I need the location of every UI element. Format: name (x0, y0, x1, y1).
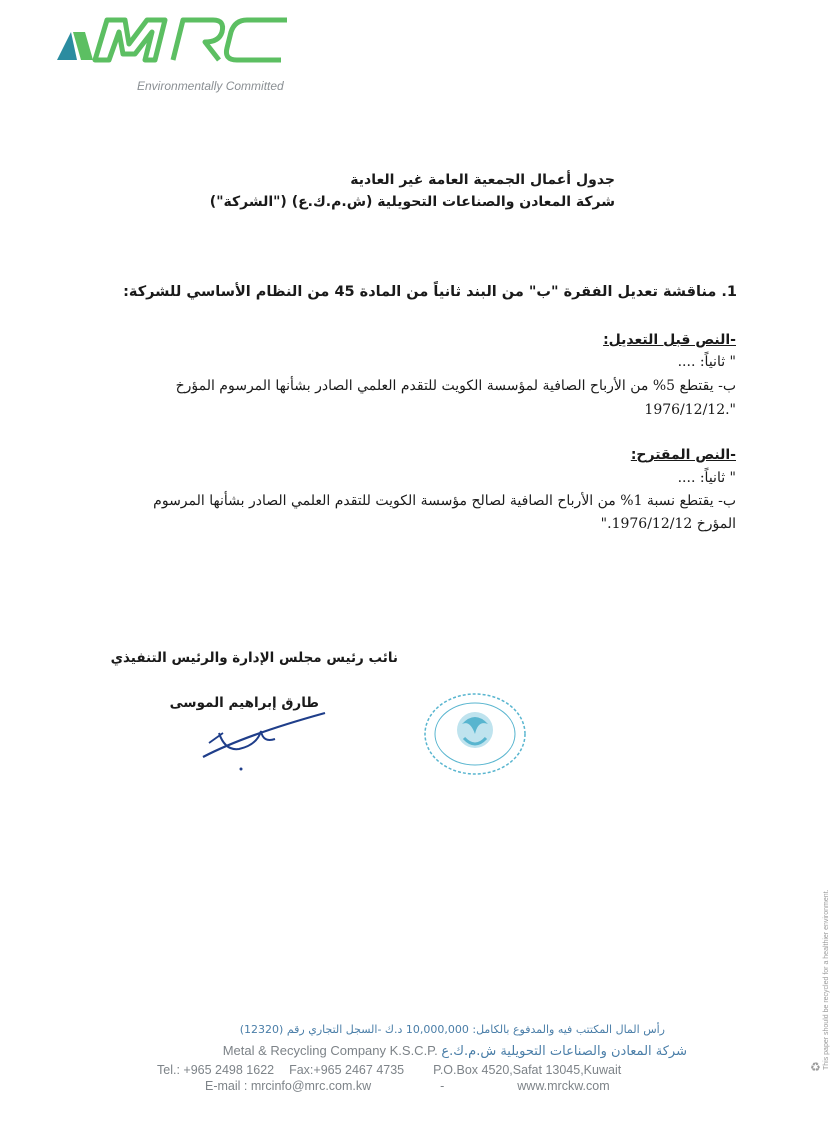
footer-website: www.mrckw.com (517, 1079, 610, 1093)
before-amendment-label: -النص قبل التعديل: (603, 332, 736, 348)
footer-company-ar: شركة المعادن والصناعات التحويلية ش.م.ك.ع (441, 1044, 687, 1059)
recycle-note-text: This paper should be recycled for a healthier environment. (823, 889, 830, 1070)
proposed-line-3: المؤرخ 1976/12/12." (600, 516, 736, 532)
document-title: جدول أعمال الجمعية العامة غير العادية (350, 172, 615, 188)
company-seal (420, 690, 530, 780)
proposed-text-label: -النص المقترح: (630, 447, 736, 463)
signatory-title: نائب رئيس مجلس الإدارة والرئيس التنفيذي (110, 650, 398, 666)
footer-separator: - (440, 1079, 445, 1093)
logo-tagline: Environmentally Committed (137, 79, 284, 93)
handwritten-signature (195, 705, 335, 775)
proposed-line-2: ب- يقتطع نسبة 1% من الأرباح الصافية لصالح مؤسسة الكويت للتقدم العلمي الصادر بشأنها المرسوم (153, 493, 736, 509)
mrc-logo-mark (55, 14, 295, 84)
footer-email: E-mail : mrcinfo@mrc.com.kw (205, 1079, 372, 1093)
recycle-note (811, 880, 830, 1080)
signatory-name: طارق إبراهيم الموسى (169, 695, 319, 711)
before-line-1: " ثانياً: .... (677, 354, 736, 370)
footer-tel: Tel.: +965 2498 1622 (157, 1063, 275, 1077)
footer-fax: Fax:+965 2467 4735 (289, 1063, 405, 1077)
agenda-item-1-heading: 1. مناقشة تعديل الفقرة "ب" من البند ثانياً من المادة 45 من النظام الأساسي للشركة: (123, 284, 737, 300)
footer-web (205, 1079, 610, 1093)
recycle-icon: ♻ (810, 1060, 821, 1074)
footer-company-names (223, 1043, 687, 1059)
before-line-2: ب- يقتطع 5% من الأرباح الصافية لمؤسسة الكويت للتقدم العلمي الصادر بشأنها المرسوم المؤرخ (175, 378, 736, 394)
footer-pobox: P.O.Box 4520,Safat 13045,Kuwait (433, 1063, 622, 1077)
footer-contact (157, 1063, 621, 1077)
company-name-title: شركة المعادن والصناعات التحويلية (ش.م.ك.ع) ("الشركة") (209, 194, 615, 210)
footer-company-en: Metal & Recycling Company K.S.C.P. (222, 1043, 438, 1058)
footer-capital-registration: رأس المال المكتتب فيه والمدفوع بالكامل: 10,000,000 د.ك -السجل التجاري رقم (12320) (239, 1023, 665, 1036)
proposed-line-1: " ثانياً: .... (677, 470, 736, 486)
before-line-3: 1976/12/12." (644, 402, 736, 418)
